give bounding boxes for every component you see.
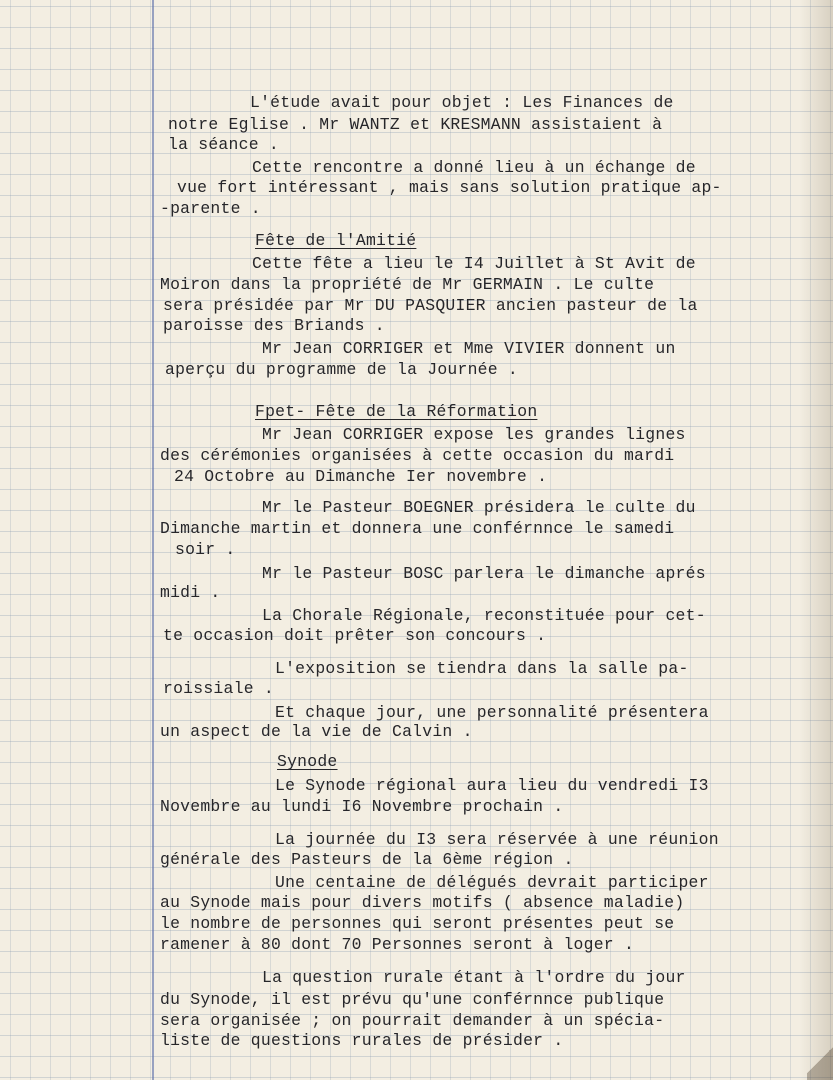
text-line: roissiale .: [163, 679, 274, 698]
text-line: Cette fête a lieu le I4 Juillet à St Avit de: [252, 254, 696, 273]
page-corner-fold: [807, 1040, 833, 1080]
text-line: midi .: [160, 583, 221, 602]
text-line: sera organisée ; on pourrait demander à un spécia-: [160, 1011, 665, 1030]
text-line: paroisse des Briands .: [163, 316, 385, 335]
text-line: liste de questions rurales de présider .: [160, 1031, 564, 1050]
text-line: Moiron dans la propriété de Mr GERMAIN . Le culte: [160, 275, 655, 294]
text-line: la séance .: [168, 135, 279, 154]
text-line: Mr le Pasteur BOEGNER présidera le culte du: [262, 498, 696, 517]
text-line: La Chorale Régionale, reconstituée pour cet-: [262, 606, 706, 625]
text-line: Mr Jean CORRIGER expose les grandes lignes: [262, 425, 686, 444]
text-line: au Synode mais pour divers motifs ( absence maladie): [160, 893, 685, 912]
text-line: un aspect de la vie de Calvin .: [160, 722, 473, 741]
page-edge-shadow: [799, 0, 833, 1080]
text-line: te occasion doit prêter son concours .: [163, 626, 547, 645]
text-line: L'étude avait pour objet : Les Finances de: [250, 93, 674, 112]
section-heading: Fête de l'Amitié: [255, 231, 417, 250]
section-heading: Synode: [277, 752, 338, 771]
text-line: générale des Pasteurs de la 6ème région .: [160, 850, 574, 869]
margin-line: [152, 0, 154, 1080]
text-line: des cérémonies organisées à cette occasion du mardi: [160, 446, 675, 465]
text-line: sera présidée par Mr DU PASQUIER ancien pasteur de la: [163, 296, 698, 315]
text-line: aperçu du programme de la Journée .: [165, 360, 519, 379]
text-line: 24 Octobre au Dimanche Ier novembre .: [174, 467, 548, 486]
text-line: L'exposition se tiendra dans la salle pa-: [275, 659, 689, 678]
text-line: soir .: [175, 540, 236, 559]
text-line: Mr le Pasteur BOSC parlera le dimanche aprés: [262, 564, 706, 583]
text-line: -parente .: [160, 199, 261, 218]
text-line: La journée du I3 sera réservée à une réunion: [275, 830, 719, 849]
text-line: notre Eglise . Mr WANTZ et KRESMANN assistaient à: [168, 115, 663, 134]
text-line: Et chaque jour, une personnalité présentera: [275, 703, 709, 722]
text-line: Mr Jean CORRIGER et Mme VIVIER donnent un: [262, 339, 676, 358]
text-line: le nombre de personnes qui seront présentes peut se: [160, 914, 675, 933]
text-line: Une centaine de délégués devrait participer: [275, 873, 709, 892]
text-line: Novembre au lundi I6 Novembre prochain .: [160, 797, 564, 816]
text-line: ramener à 80 dont 70 Personnes seront à loger .: [160, 935, 635, 954]
text-line: La question rurale étant à l'ordre du jour: [262, 968, 686, 987]
text-line: du Synode, il est prévu qu'une conférnnce publique: [160, 990, 665, 1009]
section-heading: Fpet- Fête de la Réformation: [255, 402, 538, 421]
text-line: Cette rencontre a donné lieu à un échange de: [252, 158, 696, 177]
text-line: vue fort intéressant , mais sans solution pratique ap-: [177, 178, 722, 197]
text-line: Le Synode régional aura lieu du vendredi I3: [275, 776, 709, 795]
text-line: Dimanche martin et donnera une conférnnce le samedi: [160, 519, 675, 538]
